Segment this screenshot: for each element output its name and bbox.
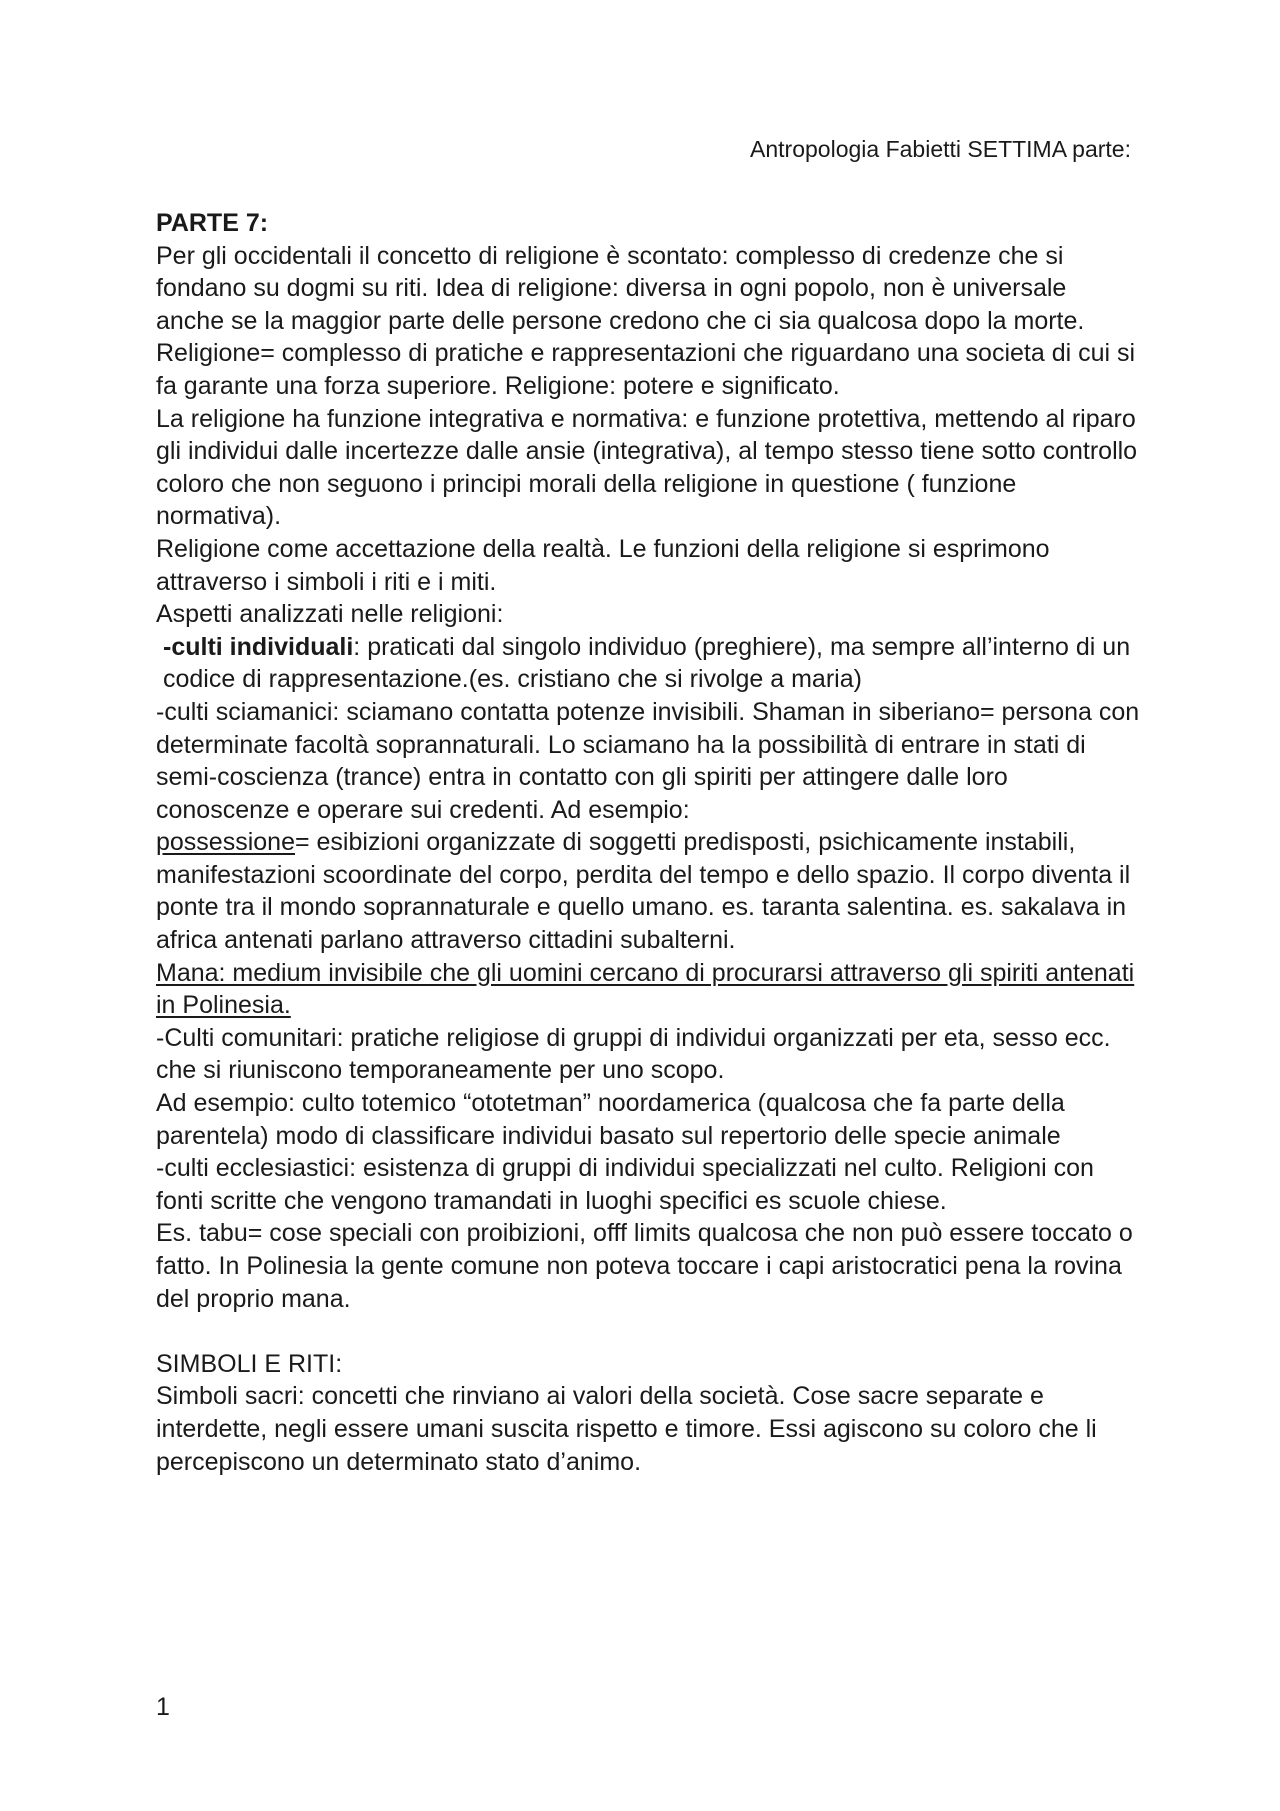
paragraph-religione-concetto: Per gli occidentali il concetto di religione è scontato: complesso di credenze che si fondano su dogmi su riti. Idea di religione: diversa in ogni popolo, non è universale anche se la maggior parte delle persone credono che ci sia qualcosa dopo la morte. Religione= complesso di pratiche e rappresentazioni che riguardano una societa di cui si fa garante una forza superiore. Religione: potere e significato.: [156, 241, 1136, 400]
page-content: [156, 207, 1141, 1478]
paragraph-funzione-integrativa: La religione ha funzione integrativa e normativa: e funzione protettiva, mettendo al riparo gli individui dalle incertezze dalle ansie (integrativa), al tempo stesso tiene sotto controllo coloro che non seguono i principi morali della religione in questione ( funzione normativa).: [156, 404, 1138, 531]
paragraph-mana: Mana: medium invisibile che gli uomini cercano di procurarsi attraverso gli spiriti antenati in Polinesia.: [156, 958, 1135, 1020]
paragraph-simboli-sacri: Simboli sacri: concetti che rinviano ai valori della società. Cose sacre separate e interdette, negli essere umani suscita rispetto e timore. Essi agiscono su coloro che li percepiscono un determinato stato d’animo.: [156, 1382, 1097, 1476]
culti-individuali-text: : praticati dal singolo individuo (preghiere), ma sempre all’interno di un codice di rappresentazione.(es. cristiano che si rivolge a maria): [163, 632, 1131, 694]
term-culti-individuali: -culti individuali: [163, 632, 354, 661]
section-heading-simboli-e-riti: SIMBOLI E RITI:: [156, 1349, 343, 1378]
section-heading-parte-7: PARTE 7:: [156, 209, 269, 237]
paragraph-culti-ecclesiastici: -culti ecclesiastici: esistenza di gruppi di individui specializzati nel culto. Religioni con fonti scritte che vengono tramandati in luoghi specifici es scuole chiese.: [156, 1154, 1094, 1215]
paragraph-gap: [156, 1315, 1141, 1348]
page-header: Antropologia Fabietti SETTIMA parte:: [750, 136, 1131, 162]
paragraph-culti-individuali: [156, 631, 1141, 696]
paragraph-culti-comunitari: -Culti comunitari: pratiche religiose di gruppi di individui organizzati per eta, sesso ecc. che si riuniscono temporaneamente per uno scopo.: [156, 1023, 1111, 1085]
paragraph-possessione: [156, 826, 1141, 956]
paragraph-culto-totemico: Ad esempio: culto totemico “ototetman” noordamerica (qualcosa che fa parte della parentela) modo di classificare individui basato sul repertorio delle specie animale: [156, 1089, 1065, 1150]
paragraph-tabu: Es. tabu= cose speciali con proibizioni, offf limits qualcosa che non può essere toccato o fatto. In Polinesia la gente comune non poteva toccare i capi aristocratici pena la rovina del proprio mana.: [156, 1219, 1133, 1313]
page-number: 1: [156, 1693, 170, 1721]
term-possessione: possessione: [156, 828, 295, 857]
paragraph-accettazione-realta: Religione come accettazione della realtà. Le funzioni della religione si esprimono attraverso i simboli i riti e i miti.: [156, 534, 1050, 596]
paragraph-aspetti-analizzati: Aspetti analizzati nelle religioni:: [156, 600, 504, 629]
possessione-text: = esibizioni organizzate di soggetti predisposti, psichicamente instabili, manifestazioni scoordinate del corpo, perdita del tempo e dello spazio. Il corpo diventa il ponte tra il mondo soprannaturale e quello umano. es. taranta salentina. es. sakalava in africa antenati parlano attraverso cittadini subalterni.: [156, 828, 1131, 955]
paragraph-culti-sciamanici: -culti sciamanici: sciamano contatta potenze invisibili. Shaman in siberiano= persona con determinate facoltà soprannaturali. Lo sciamano ha la possibilità di entrare in stati di semi-coscienza (trance) entra in contatto con gli spiriti per attingere dalle loro conoscenze e operare sui credenti. Ad esempio:: [156, 697, 1140, 824]
